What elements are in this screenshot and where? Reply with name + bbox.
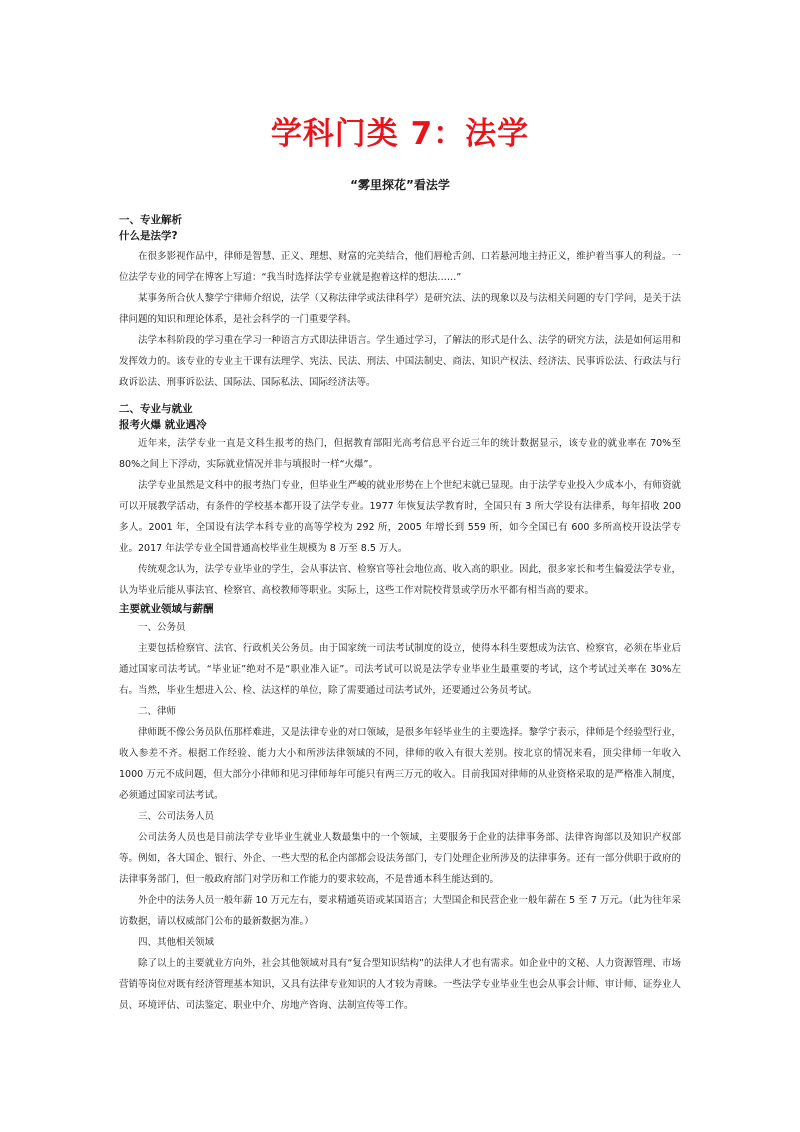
paragraph: 在很多影视作品中，律师是智慧、正义、理想、财富的完美结合，他们唇枪舌剑、口若悬河地主持正义，维护着当事人的利益。一位法学专业的同学在博客上写道：“我当时选择法学专业就是抱着这样的想法……” (119, 251, 681, 283)
paragraph: 公司法务人员也是目前法学专业毕业生就业人数最集中的一个领域，主要服务于企业的法律事务部、法律咨询部以及知识产权部等。例如，各大国企、银行、外企、一些大型的私企内部都会设法务部门，专门处理企业所涉及的法律事务。还有一部分供职于政府的法律事务部门，但一般政府部门对学历和工作能力的要求较高，不是普通本科生能达到的。 (119, 832, 681, 885)
list-item-title: 二、律师 (138, 706, 177, 717)
paragraph: 近年来，法学专业一直是文科生报考的热门，但据教育部阳光高考信息平台近三年的统计数据显示，该专业的就业率在 70%至 80%之间上下浮动，实际就业情况并非与填报时一样“火爆”。 (119, 438, 681, 470)
section-subheading: 报考火爆 就业遇冷 (119, 419, 207, 431)
list-item-title: 三、公司法务人员 (138, 811, 215, 822)
paragraph: 律师既不像公务员队伍那样难进，又是法律专业的对口领域，是很多年轻毕业生的主要选择。黎学宁表示，律师是个经验型行业，收入参差不齐。根据工作经验、能力大小和所涉法律领域的不同，律师的收入有很大差别。按北京的情况来看，顶尖律师一年收入 1000 万元不成问题，但大部分小律师和见习律师每年可能只有两三万元的收入。目前我国对律师的从业资格采取的是严格准入制度，必须通过国家司法考试。 (119, 727, 681, 801)
section-heading: 一、专业解析 (119, 214, 182, 226)
paragraph: 法学本科阶段的学习重在学习一种语言方式即法律语言。学生通过学习，了解法的形式是什么、法学的研究方法，法是如何运用和发挥效力的。该专业的专业主干课有法理学、宪法、民法、刑法、中国法制史、商法、知识产权法、经济法、民事诉讼法、行政法与行政诉讼法、刑事诉讼法、国际法、国际私法、国际经济法等。 (119, 335, 681, 388)
list-item-title: 四、其他相关领域 (138, 937, 215, 948)
paragraph: 外企中的法务人员一般年薪 10 万元左右，要求精通英语或某国语言；大型国企和民营企业一般年薪在 5 至 7 万元。（此为往年采访数据，请以权威部门公布的最新数据为准。） (119, 895, 681, 927)
paragraph: 某事务所合伙人黎学宁律师介绍说，法学（又称法律学或法律科学）是研究法、法的现象以及与法相关问题的专门学问，是关于法律问题的知识和理论体系，是社会科学的一门重要学科。 (119, 293, 681, 325)
paragraph: 除了以上的主要就业方向外，社会其他领域对具有“复合型知识结构”的法律人才也有需求。如企业中的文秘、人力资源管理、市场营销等岗位对既有经济管理基本知识，又具有法律专业知识的人才较为青睐。一些法学专业毕业生也会从事会计师、审计师、证券业人员、环境评估、司法鉴定、职业中介、房地产咨询、法制宣传等工作。 (119, 958, 681, 1011)
section-heading: 二、专业与就业 (119, 403, 193, 415)
paragraph: 主要包括检察官、法官、行政机关公务员。由于国家统一司法考试制度的设立，使得本科生要想成为法官、检察官，必须在毕业后通过国家司法考试。“毕业证”绝对不是“职业准入证”。司法考试可以说是法学专业毕业生最重要的考试，这个考试过关率在 30%左右。当然，毕业生想进入公、检、法这样的单位，除了需要通过司法考试外，还要通过公务员考试。 (119, 643, 681, 696)
article-body (119, 212, 681, 1016)
paragraph: 法学专业虽然是文科中的报考热门专业，但毕业生严峻的就业形势在上个世纪末就已显现。由于法学专业投入少成本小，有师资就可以开展教学活动，有条件的学校基本都开设了法学专业。1977 年恢复法学教育时，全国只有 3 所大学设有法律系，每年招收 200多人。2001 年，全国设有法学本科专业的高等学校为 292 所，2005 年增长到 559 所，如今全国已有 600 多所高校开设法学专业。2017 年法学专业全国普通高校毕业生规模为 8 万至 8.5 万人。 (119, 480, 681, 554)
page-subtitle: “雾里探花”看法学 (350, 178, 450, 192)
paragraph: 传统观念认为，法学专业毕业的学生，会从事法官、检察官等社会地位高、收入高的职业。因此，很多家长和考生偏爱法学专业，认为毕业后能从事法官、检察官、高校教师等职业。实际上，这些工作对院校背景或学历水平都有相当高的要求。 (119, 564, 681, 596)
page-title: 学科门类 7：法学 (270, 116, 530, 152)
section-subheading: 什么是法学? (119, 230, 178, 242)
section-subheading: 主要就业领域与薪酬 (119, 603, 214, 615)
list-item-title: 一、公务员 (138, 622, 186, 633)
